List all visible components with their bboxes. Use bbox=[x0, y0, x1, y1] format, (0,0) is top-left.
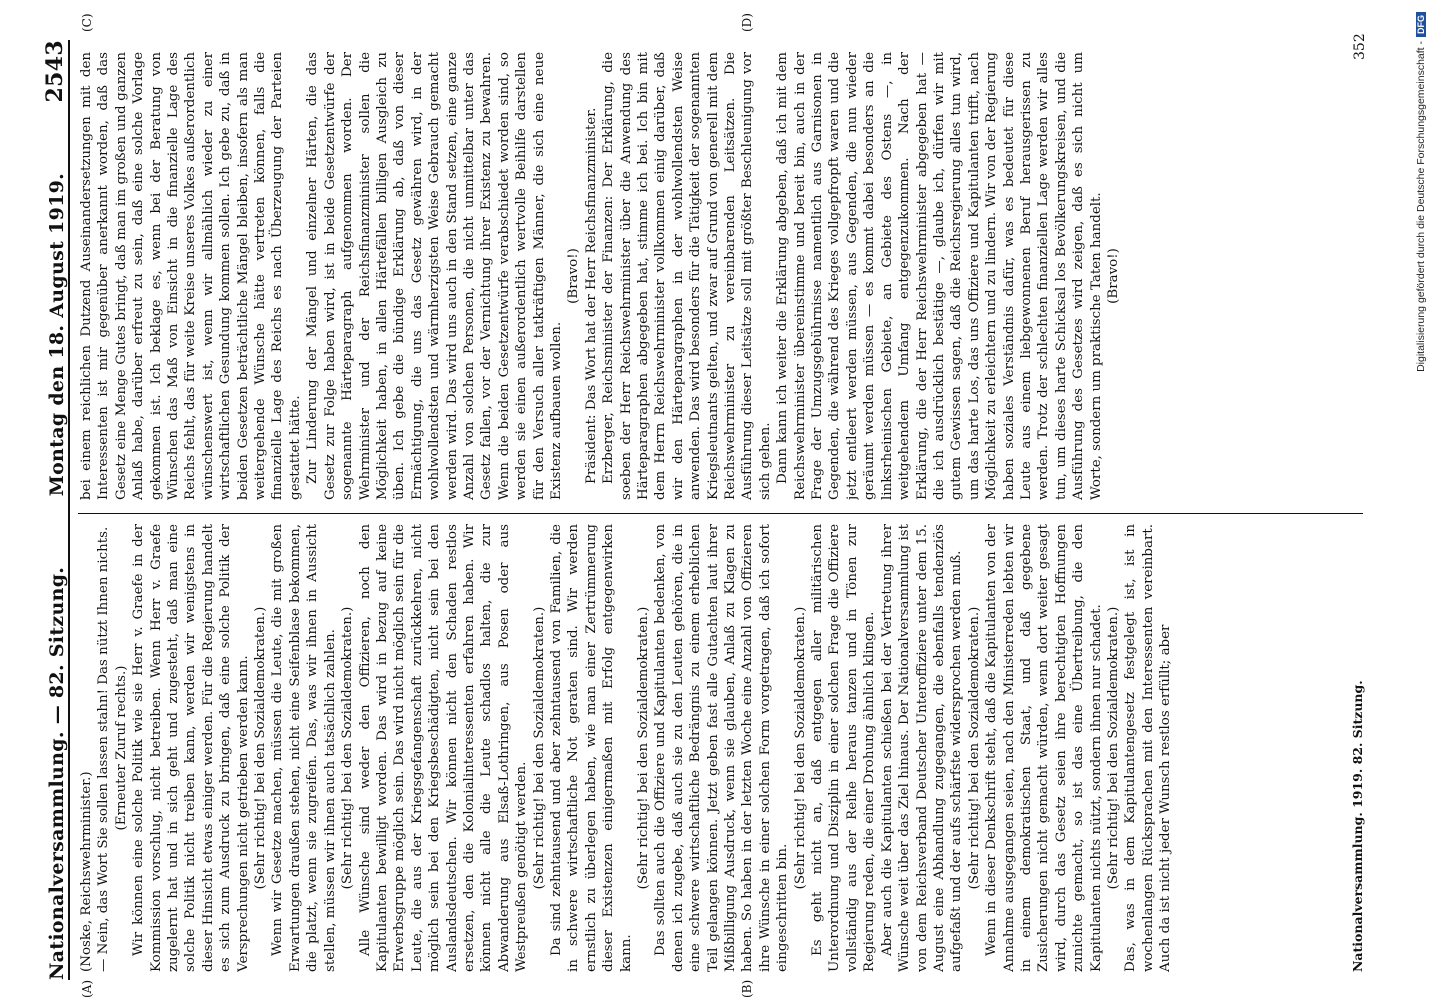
left-column-paragraph: Das, was in dem Kapitulantengesetz festgelegt ist, ist in wochenlangen Rücksprachen mit den Interessenten vereinbart. Auch da ist nicht jeder Wunsch restlos erfüllt; aber bbox=[1123, 524, 1174, 972]
right-column-paragraph: Dann kann ich weiter die Erklärung abgeben, daß ich mit dem Reichswehrminister übereinstimme und bereit bin, auch in der Frage der Umzugsgebührnisse namentlich aus Garnisonen in Gegenden, die während des Krieges vollgepfropft waren und die jetzt entleert werden müssen, aus Gegenden, die nun wieder geräumt werden müssen — es kommt dabei besonders an die linksrheinischen Gebiete, an Gebiete des Ostens —, in weitgehendem Umfang entgegenzukommen. Nach der Erklärung, die der Herr Reichswehrminister abgegeben hat — die ich ausdrücklich bestätige —, glaube ich, dürfen wir mit gutem Gewissen sagen, daß die Reichsregierung alles tun wird, um das harte Los, das uns Offiziere und Kapitulanten trifft, nach Möglichkeit zu erleichtern und zu lindern. Wir von der Regierung haben soziales Verständnis dafür, was es bedeutet für diese Leute aus einem liebgewonnenen Beruf herausgerissen zu werden. Trotz der schlechten finanziellen Lage werden wir alles tun, um dieses harte Schicksal los Bevölkerungskreisen, und die Ausführung des Gesetzes wird zeigen, daß es sich nicht um Worte, sondern um praktische Taten handelt. bbox=[775, 52, 1104, 500]
left-column-paragraph: (Sehr richtig! bei den Sozialdemokraten.) bbox=[1105, 606, 1121, 890]
left-column-paragraph: (Sehr richtig! bei den Sozialdemokraten.) bbox=[966, 606, 982, 890]
dfg-logo: DFG bbox=[1416, 12, 1426, 37]
right-column-paragraph: Erzberger, Reichsminister der Finanzen: Der Erklärung, die soeben der Herr Reichswehrminister über die Anwendung des Härteparagraphen abgegeben hat, stimme ich bei. Ich bin mit dem Herrn Reichswehrminister vollkommen einig darüber, daß wir den Härteparagraphen in der wohlwollendsten Weise anwenden. Das wird besonders für die Tätigkeit der sogenannten Kriegsleutnants gelten, und zwar auf Grund von generell mit dem Reichswehrminister zu vereinbarenden Leitsätzen. Die Ausführung dieser Leitsätze soll mit größter Beschleunigung vor sich gehen. bbox=[601, 52, 773, 500]
right-column-paragraph: Zur Linderung der Mängel und einzelner Härten, die das Gesetz zur Folge haben wird, ist in beide Gesetzentwürfe der sogenannte Härteparagraph aufgenommen worden. Der Wehrminister und der Reichsfinanzminister sollen die Möglichkeit haben, in allen Härtefällen billigen Ausgleich zu üben. Ich gebe die bündige Erklärung ab, daß von dieser Ermächtigung, die uns das Gesetz gewähren wird, in der wohlwollendsten und wärmherzigsten Weise Gebrauch gemacht werden wird. Das wird uns auch in den Stand setzen, eine ganze Anzahl von solchen Personen, die nicht unmittelbar unter das Gesetz fallen, vor der Vernichtung ihrer Existenz zu bewahren. Wenn die beiden Gesetzentwürfe verabschiedet worden sind, so werden sie einen außerordentlich wertvolle Beihilfe darstellen für den Versuch aller tatkräftigen Männer, die sich eine neue Existenz aufbauen wollen. bbox=[305, 52, 564, 500]
left-column-paragraph: Wir können eine solche Politik wie sie Herr v. Graefe in der Kommission vorschlug, nicht betreiben. Wenn Herr v. Graefe zugelernt hat und in sich geht und zugesteht, daß man eine solche Politik nicht treiben kann, werden wir wenigstens in dieser Hinsicht etwas einiger werden. Für die Regierung handelt es sich zum Ausdruck zu bringen, daß eine solche Politik der Versprechungen nicht getrieben werden kann. bbox=[131, 524, 251, 972]
left-column-paragraph: Alle Wünsche sind weder den Offizieren, noch den Kapitulanten bewilligt worden. Das wird in bezug auf keine Erwerbsgruppe möglich sein. Das wird nicht möglich sein für die Leute, die aus der Kriegsgefangenschaft zurückkehren, nicht möglich sein bei den Kriegsbeschädigten, nicht sein bei den Auslandsdeutschen. Wir können nicht den Schaden restlos ersetzen, den die Kolonialinteressenten erfahren haben. Wir können nicht alle die Leute schadlos halten, die zur Abwanderung aus Elsaß-Lothringen, aus Posen oder aus Westpreußen genötigt werden. bbox=[357, 524, 530, 972]
left-column-paragraph: (Erneuter Zuruf rechts.) bbox=[113, 665, 129, 831]
running-header bbox=[30, 40, 70, 980]
right-column-paragraph: Präsident: Das Wort hat der Herr Reichsfinanzminister. bbox=[583, 107, 599, 484]
margin-marker-b: (B) bbox=[740, 979, 754, 998]
left-column-paragraph: (Sehr richtig! bei den Sozialdemokraten.) bbox=[792, 606, 808, 890]
left-column-paragraph: — Nein, das Wort Sie sollen lassen stahn! Das nützt Ihnen nichts. bbox=[96, 526, 112, 972]
header-date: Montag den 18. August 1919. bbox=[46, 172, 68, 497]
left-column-paragraph: Es geht nicht an, daß entgegen aller militärischen Unterordnung und Disziplin in einer solchen Frage die Offiziere vollständig aus der Reihe heraus tanzen und in Tönen zur Regierung reden, die einer Drohung ähnlich klingen. bbox=[810, 524, 878, 972]
footer-imprint: Nationalversammlung. 1919. 82. Sitzung. bbox=[1350, 680, 1365, 972]
column-divider bbox=[78, 513, 1363, 514]
left-column-paragraph: Aber auch die Kapitulanten schießen bei der Vertretung ihrer Wünsche weit über das Ziel hinaus. Der Nationalversammlung ist von dem Reichsverband Deutscher Unteroffiziere unter dem 15. August eine Abhandlung zugegangen, die ebenfalls tendenziös aufgefaßt und der aufs schärfste widersprochen werden muß. bbox=[879, 524, 965, 972]
page-number: 2543 bbox=[42, 40, 68, 103]
margin-marker-d: (D) bbox=[740, 13, 754, 32]
folio-number: 352 bbox=[1352, 33, 1368, 60]
left-column-paragraph: (Sehr richtig! bei den Sozialdemokraten.) bbox=[531, 606, 547, 890]
left-column-paragraph: Das sollten auch die Offiziere und Kapitulanten bedenken, von denen ich zugebe, daß auch sie zu den Leuten gehören, die in eine schwere wirtschaftliche Bedrängnis zu einem erheblichen Teil gelangen können. Jetzt geben fast alle Gutachten laut ihrer Mißbilligung Ausdruck, wenn sie glauben, Anlaß zu Klagen zu haben. So haben in der letzten Woche eine Anzahl von Offizieren ihre Wünsche in einer solchen Form vorgetragen, daß ich sofort eingeschritten bin. bbox=[653, 524, 791, 972]
left-column-paragraph: (Sehr richtig! bei den Sozialdemokraten.) bbox=[636, 606, 651, 890]
left-column-paragraph: (Sehr richtig! bei den Sozialdemokraten.) bbox=[253, 606, 269, 890]
header-left: Nationalversammlung. — 82. Sitzung. bbox=[46, 566, 68, 980]
right-column-paragraph: bei einem reichlichen Dutzend Auseinandersetzungen mit den Interessenten ist mir gegenüber anerkannt worden, daß das Gesetz eine Menge Gutes bringt, daß man im großen und ganzen Anlaß habe, darüber erfreut zu sein, daß eine solche Vorlage gekommen ist. Ich beklage es, wenn bei der Beratung von Wünschen das Maß von Einsicht in die finanzielle Lage des Reichs fehlt, das für weite Kreise unseres Volkes außerordentlich wünschenswert ist, wenn wir allmählich wieder zu einer wirtschaftlichen Gesundung kommen sollen. Ich gebe zu, daß in beiden Gesetzen beträchtliche Mängel bleiben, insofern als man weitergehende Wünsche hätte vertreten können, falls die finanzielle Lage des Reichs es nach Überzeugung der Parteien gestattet hätte. bbox=[79, 52, 303, 500]
left-column-paragraph: Wenn in dieser Denkschrift steht, daß die Kapitulanten von der Annahme ausgegangen seien, nach den Ministerreden lebten wir in einem demokratischen Staat, und daß gegebene Zusicherungen nicht gemacht würden, wenn dort weiter gesagt wird, durch das Gesetz seien ihre berechtigten Hoffnungen zunichte gemacht, so ist das eine Übertreibung, die den Kapitulanten nichts nützt, sondern ihnen nur schadet. bbox=[984, 524, 1104, 972]
digitization-note: Digitalisierung gefördert durch die Deutsche Forschungsgemeinschaft - bbox=[1415, 41, 1427, 372]
left-column-paragraph: (Sehr richtig! bei den Sozialdemokraten.) bbox=[340, 606, 356, 890]
right-text-column bbox=[78, 52, 1348, 500]
margin-marker-c: (C) bbox=[80, 13, 94, 32]
left-column-paragraph: (Noske, Reichswehrminister.) bbox=[79, 771, 94, 972]
left-column-paragraph: Wenn wir Gesetze machen, müssen die Leute, die mit großen Erwartungen draußen stehen, nicht eine Seifenblase bekommen, die platzt, wenn sie zugreifen. Das, was wir ihnen in Aussicht stellen, müssen wir ihnen auch tatsächlich zahlen. bbox=[270, 524, 338, 972]
left-text-column bbox=[78, 524, 1348, 972]
right-column-paragraph: (Bravo!) bbox=[566, 248, 582, 304]
margin-marker-a: (A) bbox=[80, 979, 94, 998]
right-column-paragraph: (Bravo!) bbox=[1105, 248, 1121, 304]
digitization-strip bbox=[1410, 4, 1432, 996]
left-column-paragraph: Da sind zehntausend und aber zehntausend von Familien, die in schwere wirtschaftliche Not geraten sind. Wir werden ernstlich zu überlegen haben, wie man einer Zertrümmerung dieser Existenzen einigermaßen mit Erfolg entgegenwirken kann. bbox=[548, 524, 634, 972]
